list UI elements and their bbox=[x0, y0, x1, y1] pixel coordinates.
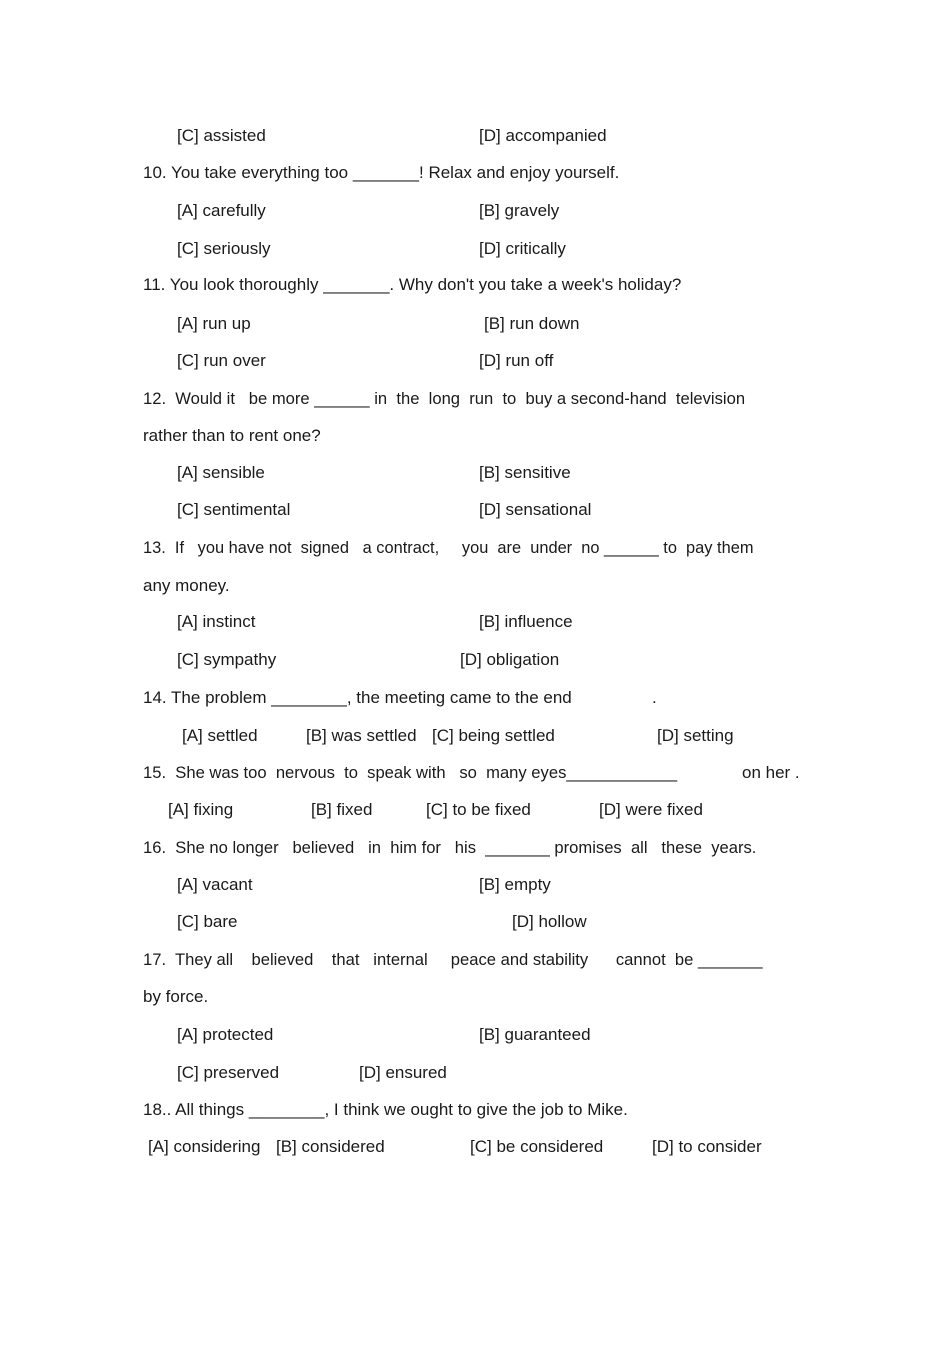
q15-stem-end: on her . bbox=[742, 763, 800, 782]
q12-stem-line2: rather than to rent one? bbox=[143, 426, 321, 445]
q11-option-d: [D] run off bbox=[479, 351, 554, 370]
q10-option-b: [B] gravely bbox=[479, 201, 560, 220]
q10-option-a: [A] carefully bbox=[177, 201, 266, 220]
q13-stem-line1: 13. If you have not signed a contract, you are under no ______ to pay them bbox=[143, 539, 754, 557]
q12-stem-line1: 12. Would it be more ______ in the long run to buy a second-hand television bbox=[143, 389, 746, 408]
q15-option-a: [A] fixing bbox=[168, 800, 234, 819]
q12-option-d: [D] sensational bbox=[479, 500, 592, 519]
q18-option-a: [A] considering bbox=[148, 1137, 261, 1156]
q9-option-d: [D] accompanied bbox=[479, 126, 607, 145]
q12-option-a: [A] sensible bbox=[177, 463, 265, 482]
q17-option-c: [C] preserved bbox=[177, 1063, 280, 1082]
q13-option-d: [D] obligation bbox=[460, 650, 560, 669]
q13-option-c: [C] sympathy bbox=[177, 650, 277, 669]
q18-option-b: [B] considered bbox=[276, 1137, 385, 1156]
q17-option-a: [A] protected bbox=[177, 1025, 274, 1044]
q15-option-c: [C] to be fixed bbox=[426, 800, 531, 819]
q17-stem-line1: 17. They all believed that internal peace and stability cannot be _______ bbox=[143, 950, 763, 969]
q10-stem: 10. You take everything too _______! Relax and enjoy yourself. bbox=[143, 163, 620, 182]
q15-option-b: [B] fixed bbox=[311, 800, 373, 819]
q18-option-d: [D] to consider bbox=[652, 1137, 762, 1156]
q11-stem: 11. You look thoroughly _______. Why don't you take a week's holiday? bbox=[143, 275, 682, 294]
q17-stem-line2: by force. bbox=[143, 987, 209, 1006]
q10-option-c: [C] seriously bbox=[177, 239, 271, 258]
q16-option-b: [B] empty bbox=[479, 875, 551, 894]
q13-option-b: [B] influence bbox=[479, 612, 573, 631]
q14-option-a: [A] settled bbox=[182, 726, 258, 745]
q17-option-b: [B] guaranteed bbox=[479, 1025, 591, 1044]
q16-option-d: [D] hollow bbox=[512, 912, 587, 931]
q12-option-c: [C] sentimental bbox=[177, 500, 291, 519]
q14-option-d: [D] setting bbox=[657, 726, 734, 745]
q15-option-d: [D] were fixed bbox=[599, 800, 703, 819]
q11-option-a: [A] run up bbox=[177, 314, 251, 333]
q16-option-a: [A] vacant bbox=[177, 875, 253, 894]
q16-stem: 16. She no longer believed in him for his _______ promises all these years. bbox=[143, 838, 757, 857]
q14-stem: 14. The problem ________, the meeting came to the end bbox=[143, 688, 572, 707]
q11-option-c: [C] run over bbox=[177, 351, 266, 370]
q11-option-b: [B] run down bbox=[484, 314, 580, 333]
q14-option-c: [C] being settled bbox=[432, 726, 555, 745]
q13-option-a: [A] instinct bbox=[177, 612, 256, 631]
q13-stem-line2: any money. bbox=[143, 576, 230, 595]
q10-option-d: [D] critically bbox=[479, 239, 566, 258]
q16-option-c: [C] bare bbox=[177, 912, 238, 931]
q18-stem: 18.. All things ________, I think we ought to give the job to Mike. bbox=[143, 1100, 628, 1119]
q17-option-d: [D] ensured bbox=[359, 1063, 447, 1082]
q14-stem-end: . bbox=[652, 688, 657, 707]
q12-option-b: [B] sensitive bbox=[479, 463, 571, 482]
q9-option-c: [C] assisted bbox=[177, 126, 266, 145]
q14-option-b: [B] was settled bbox=[306, 726, 417, 745]
q18-option-c: [C] be considered bbox=[470, 1137, 604, 1156]
q15-stem: 15. She was too nervous to speak with so many eyes____________ bbox=[143, 763, 678, 782]
